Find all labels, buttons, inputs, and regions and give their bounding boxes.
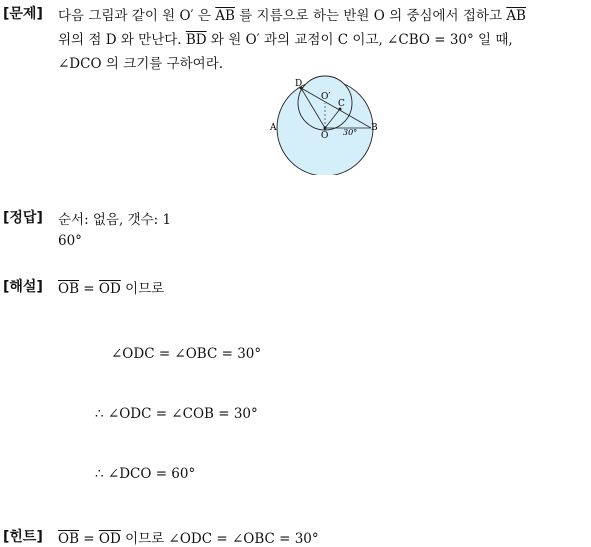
equals-sign: = [79, 281, 99, 297]
problem-text: 위의 점 D 와 만난다. [58, 32, 186, 48]
answer-tag: [정답] [3, 210, 43, 226]
segment-ab: $\overline{AB}$ [215, 8, 235, 24]
segment-bd: $\overline{BD}$ [185, 32, 207, 48]
problem-text: 다음 그림과 같이 원 O′ 은 [58, 8, 216, 24]
problem-line-1 [58, 4, 526, 24]
segment-ob: $\overline{OB}$ [58, 281, 79, 297]
problem-tag: [문제] [3, 6, 43, 22]
solution-equation-1: ∠ODC = ∠OBC = 30° [111, 346, 262, 362]
hint-line-1 [58, 527, 319, 547]
segment-od: $\overline{OD}$ [98, 531, 121, 547]
label-a: A [270, 123, 277, 133]
problem-line-2 [58, 28, 513, 48]
solution-equation-2: ∴ ∠ODC = ∠COB = 30° [95, 406, 258, 422]
geometry-figure [266, 70, 386, 175]
label-d: D [295, 79, 303, 89]
solution-line-1 [58, 277, 164, 297]
solution-tag: [해설] [3, 279, 43, 295]
label-o: O [321, 131, 329, 141]
answer-value: 60° [58, 233, 82, 249]
label-c: C [338, 99, 345, 109]
label-angle: 30° [343, 128, 358, 137]
hint-tag: [힌트] [3, 529, 43, 545]
hint-text: 이므로 ∠ODC = ∠OBC = 30° [120, 531, 319, 547]
solution-text: 이므로 [120, 281, 165, 297]
solution-equation-3: ∴ ∠DCO = 60° [95, 466, 196, 482]
label-b: B [371, 123, 378, 133]
arc-ab: $\overline{AB}$ [506, 8, 526, 24]
label-oprime: O′ [321, 92, 331, 102]
segment-ob: $\overline{OB}$ [58, 531, 79, 547]
answer-line-1: 순서: 없음, 갯수: 1 [58, 212, 172, 228]
point-o [324, 127, 327, 130]
equals-sign: = [79, 531, 99, 547]
segment-od: $\overline{OD}$ [98, 281, 121, 297]
problem-text: 와 원 O′ 과의 교점이 C 이고, ∠CBO = 30° 일 때, [206, 32, 513, 48]
problem-line-3: ∠DCO 의 크기를 구하여라. [58, 56, 224, 72]
problem-text: 를 지름으로 하는 반원 O 의 중심에서 접하고 [234, 8, 507, 24]
